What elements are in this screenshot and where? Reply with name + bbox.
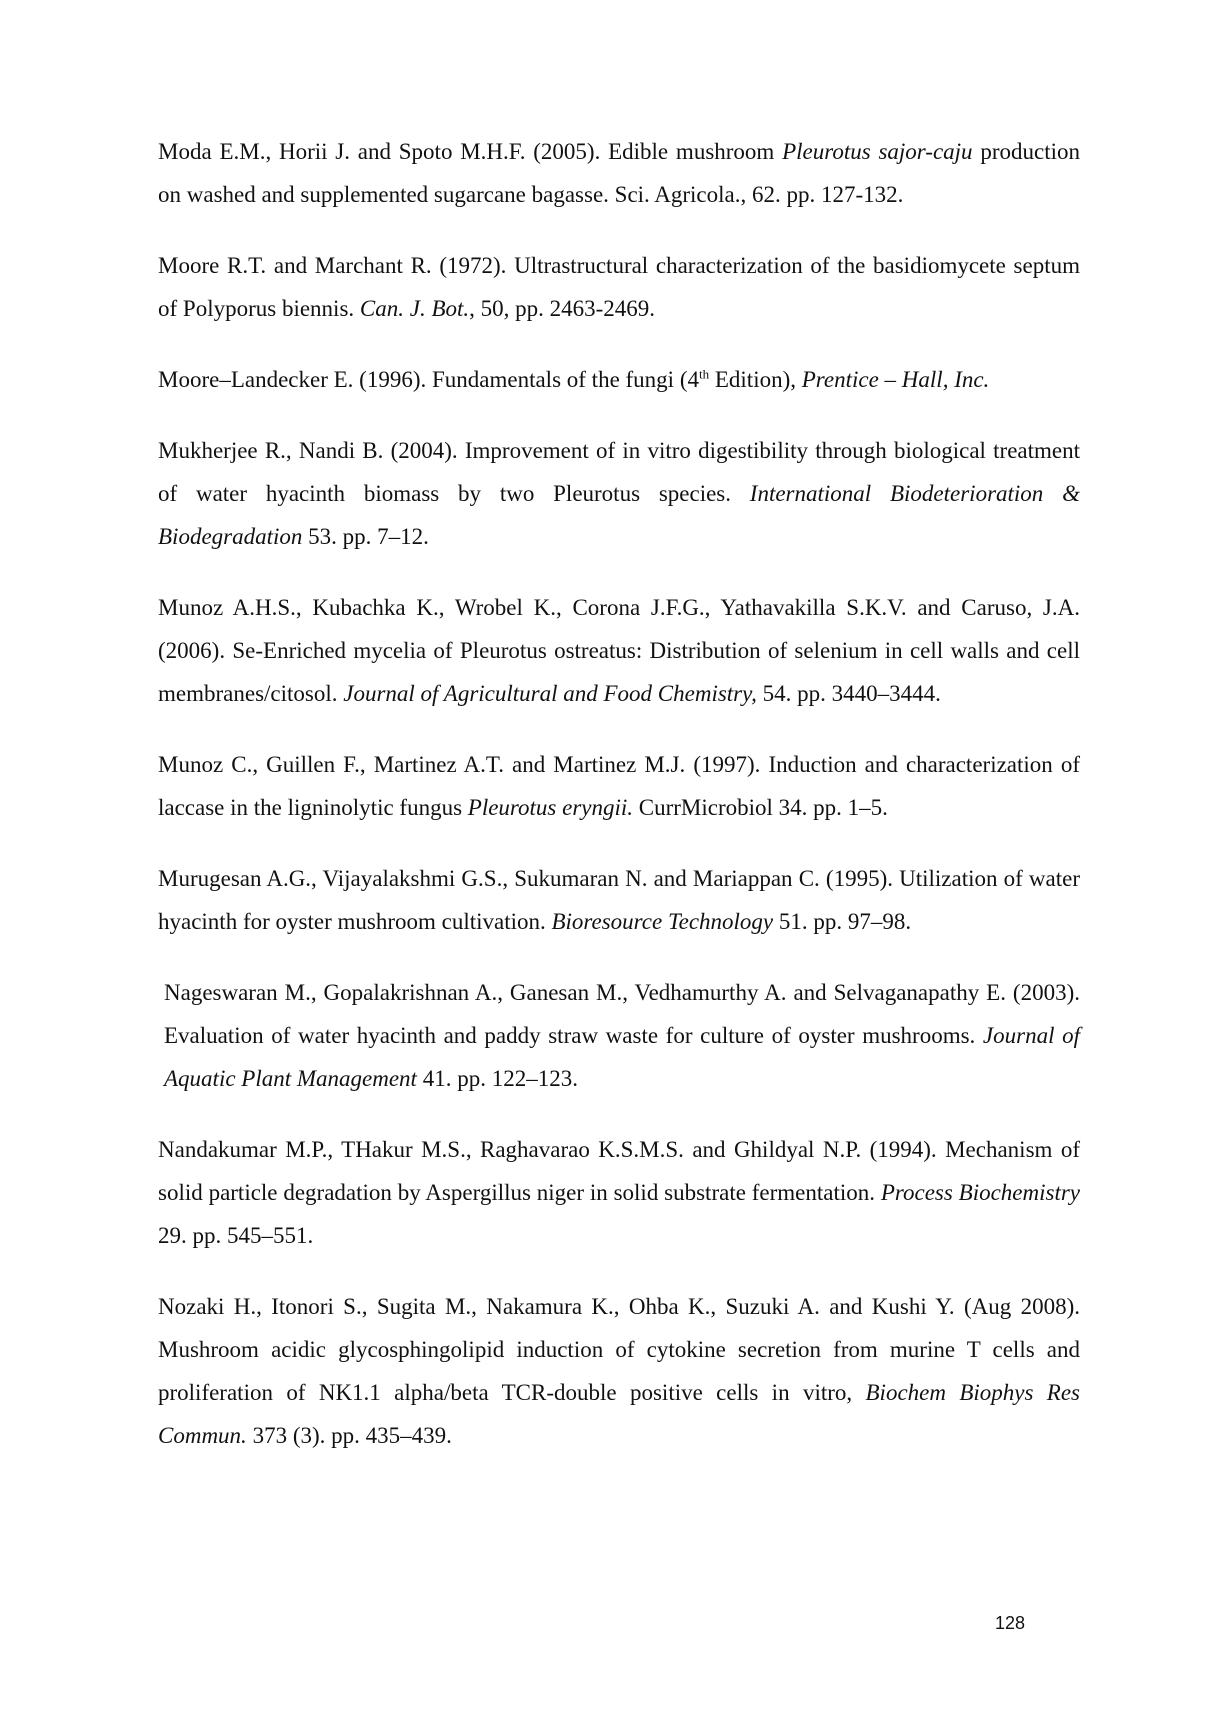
reference-text: 54. pp. 3440–3444. xyxy=(756,681,941,706)
reference-text: Nandakumar M.P., THakur M.S., Raghavarao K.S.M.S. and Ghildyal N.P. (1994). Mechanism of solid particle degradation by Aspergillus niger in solid substrate fermentation. xyxy=(158,1137,1080,1205)
reference-publisher: Prentice – Hall, Inc. xyxy=(801,367,990,392)
reference-journal: Journal of Aquatic Plant Management xyxy=(164,1023,1080,1091)
reference-journal: Bioresource Technology xyxy=(551,909,774,934)
reference-nageswaran xyxy=(158,971,1080,1100)
reference-text: 41. pp. 122–123. xyxy=(416,1066,578,1091)
reference-journal: Biochem Biophys Res Commun. xyxy=(158,1380,1081,1448)
page-number: 128 xyxy=(995,1613,1026,1633)
reference-text: Moore–Landecker E. (1996). Fundamentals of the fungi (4 xyxy=(158,367,699,392)
reference-journal: Journal of Agricultural and Food Chemistry, xyxy=(343,681,757,706)
reference-text: production on washed and supplemented sugarcane bagasse. Sci. Agricola., 62. pp. 127-132. xyxy=(158,139,1080,207)
reference-moore xyxy=(158,244,1080,330)
reference-text: Moda E.M., Horii J. and Spoto M.H.F. (2005). Edible mushroom xyxy=(158,139,783,164)
reference-italic: Pleurotus sajor-caju xyxy=(782,139,973,164)
reference-journal: International Biodeterioration & Biodegradation xyxy=(158,481,1080,549)
reference-nandakumar xyxy=(158,1128,1080,1257)
reference-text: 29. pp. 545–551. xyxy=(158,1223,314,1248)
reference-mukherjee xyxy=(158,429,1080,558)
reference-munoz-ahs xyxy=(158,586,1080,715)
reference-moda xyxy=(158,130,1080,216)
reference-nozaki xyxy=(158,1285,1080,1457)
reference-text: 53. pp. 7–12. xyxy=(302,524,429,549)
reference-text: , 50, pp. 2463-2469. xyxy=(469,296,656,321)
reference-moore-landecker xyxy=(158,358,1080,401)
reference-list xyxy=(158,130,1080,1485)
reference-text: Murugesan A.G., Vijayalakshmi G.S., Sukumaran N. and Mariappan C. (1995). Utilization of water hyacinth for oyster mushroom cultivation. xyxy=(158,866,1080,934)
reference-text: Mukherjee R., Nandi B. (2004). Improvement of in vitro digestibility through biological treatment of water hyacinth biomass by two Pleurotus species. xyxy=(158,438,1080,506)
reference-text: Moore R.T. and Marchant R. (1972). Ultrastructural characterization of the basidiomycete septum of Polyporus biennis. xyxy=(158,253,1080,321)
reference-text: Nozaki H., Itonori S., Sugita M., Nakamura K., Ohba K., Suzuki A. and Kushi Y. (Aug 2008). Mushroom acidic glycosphingolipid induction of cytokine secretion from murine T cells and proliferation of NK1.1 alpha/beta TCR-double positive cells in vitro, xyxy=(158,1294,1080,1405)
reference-text: Nageswaran M., Gopalakrishnan A., Ganesan M., Vedhamurthy A. and Selvaganapathy E. (2003). Evaluation of water hyacinth and paddy straw waste for culture of oyster mushrooms. xyxy=(164,980,1080,1048)
reference-text: CurrMicrobiol 34. pp. 1–5. xyxy=(633,795,888,820)
reference-text: Munoz A.H.S., Kubachka K., Wrobel K., Corona J.F.G., Yathavakilla S.K.V. and Caruso, J.A. (2006). Se-Enriched mycelia of Pleurotus ostreatus: Distribution of selenium in cell walls and cell membranes/citosol. xyxy=(158,595,1080,706)
reference-murugesan xyxy=(158,857,1080,943)
reference-munoz-c xyxy=(158,743,1080,829)
reference-journal: Process Biochemistry xyxy=(880,1180,1080,1205)
reference-journal: Can. J. Bot. xyxy=(359,296,470,321)
reference-text: 373 (3). pp. 435–439. xyxy=(246,1423,452,1448)
reference-superscript: th xyxy=(698,366,710,382)
reference-text: Edition), xyxy=(709,367,802,392)
reference-text: 51. pp. 97–98. xyxy=(773,909,912,934)
reference-text: Munoz C., Guillen F., Martinez A.T. and Martinez M.J. (1997). Induction and characterization of laccase in the ligninolytic fungus xyxy=(158,752,1080,820)
reference-journal: Pleurotus eryngii. xyxy=(467,795,634,820)
